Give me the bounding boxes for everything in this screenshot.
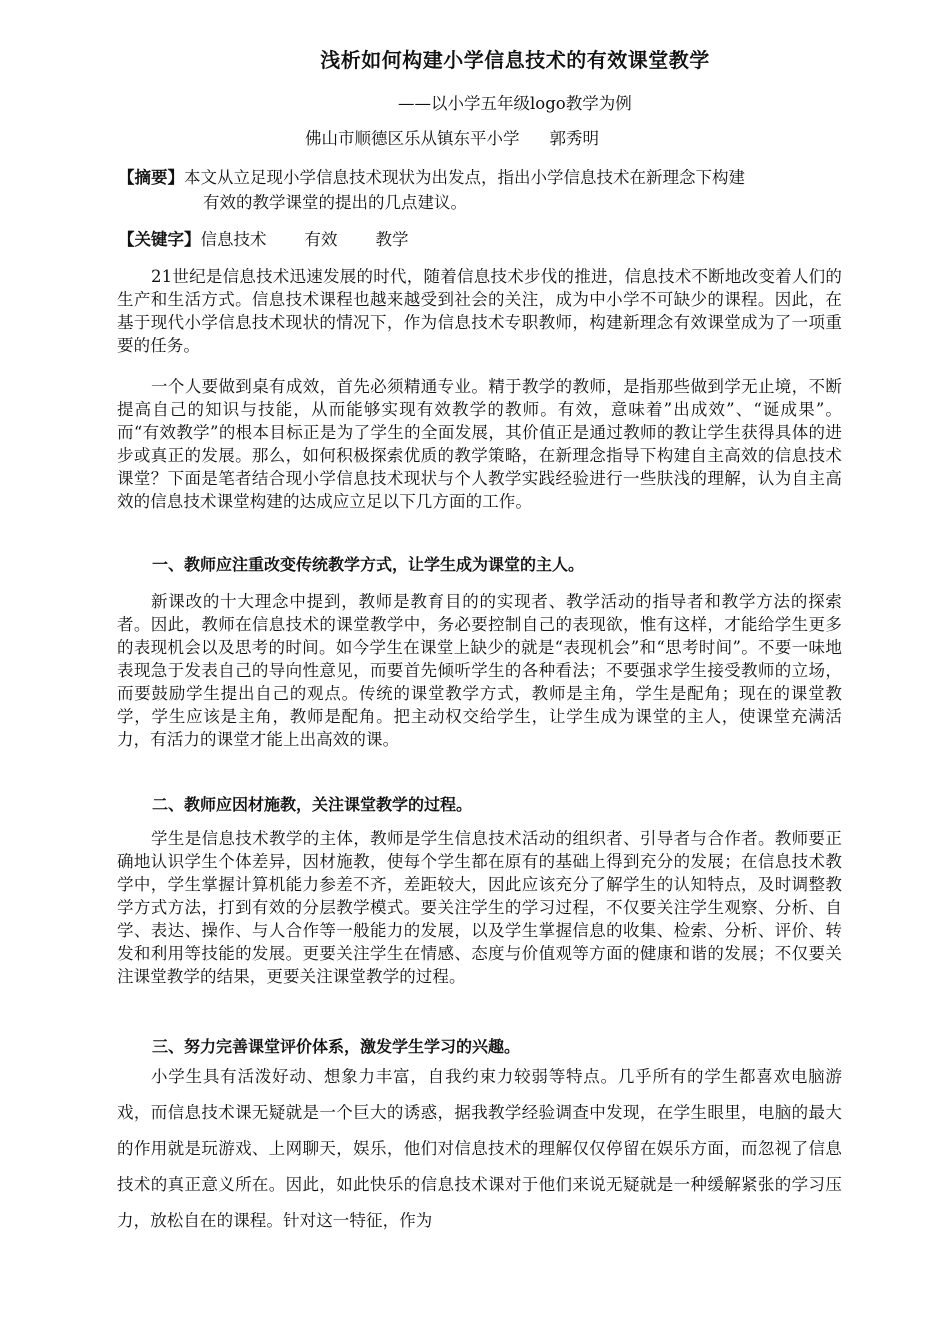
body-paragraph: 学生是信息技术教学的主体，教师是学生信息技术活动的组织者、引导者与合作者。教师要正确地认识学生个体差异，因材施教，使每个学生都在原有的基础上得到充分的发展；在信息技术教学中，学生掌握计算机能力参差不齐，差距较大，因此应该充分了解学生的认知特点，及时调整教学方式方法，打到有效的分层教学模式。要关注学生的学习过程，不仅要关注学生观察、分析、自学、表达、操作、与人合作等一般能力的发展，以及学生掌握信息的收集、检索、分析、评价、转发和利用等技能的发展。更要关注学生在情感、态度与价值观等方面的健康和谐的发展；不仅要关注课堂教学的结果，更要关注课堂教学的过程。: [117, 829, 842, 986]
abstract-line-2: 有效的教学课堂的提出的几点建议。: [203, 193, 467, 212]
section-heading: 一、教师应注重改变传统教学方式，让学生成为课堂的主人。: [152, 555, 585, 574]
keywords-label: 【关键字】: [118, 230, 201, 249]
section-heading: 三、努力完善课堂评价体系，激发学生学习的兴趣。: [152, 1037, 521, 1056]
page-title: 浅析如何构建小学信息技术的有效课堂教学: [320, 48, 710, 72]
body-paragraph: 21世纪是信息技术迅速发展的时代，随着信息技术步伐的推进，信息技术不断地改变着人们的生产和生活方式。信息技术课程也越来越受到社会的关注，成为中小学不可缺少的课程。因此，在基于现代小学信息技术现状的情况下，作为信息技术专职教师，构建新理念有效课堂成为了一项重要的任务。: [117, 267, 842, 355]
body-paragraph: 小学生具有活泼好动、想象力丰富，自我约束力较弱等特点。几乎所有的学生都喜欢电脑游戏，而信息技术课无疑就是一个巨大的诱惑，据我教学经验调查中发现，在学生眼里，电脑的最大的作用就是玩游戏、上网聊天，娱乐，他们对信息技术的理解仅仅停留在娱乐方面，而忽视了信息技术的真正意义所在。因此，如此快乐的信息技术课对于他们来说无疑就是一种缓解紧张的学习压力，放松自在的课程。针对这一特征，作为: [117, 1067, 842, 1230]
body-paragraph: 新课改的十大理念中提到，教师是教育目的的实现者、教学活动的指导者和教学方法的探索者。因此，教师在信息技术的课堂教学中，务必要控制自己的表现欲，惟有这样，才能给学生更多的表现机会以及思考的时间。如今学生在课堂上缺少的就是“表现机会”和“思考时间”。不要一味地表现急于发表自己的导向性意见，而要首先倾听学生的各种看法；不要强求学生接受教师的立场，而要鼓励学生提出自己的观点。传统的课堂教学方式，教师是主角，学生是配角；现在的课堂教学，学生应该是主角，教师是配角。把主动权交给学生，让学生成为课堂的主人，使课堂充满活力，有活力的课堂才能上出高效的课。: [117, 592, 842, 749]
page-subtitle: ——以小学五年级logo教学为例: [398, 94, 632, 113]
section-heading: 二、教师应因材施教，关注课堂教学的过程。: [152, 795, 473, 814]
abstract-label: 【摘要】: [118, 168, 184, 187]
abstract: [118, 165, 848, 215]
keyword: 有效: [304, 230, 338, 249]
body-paragraph: 一个人要做到桌有成效，首先必须精通专业。精于教学的教师，是指那些做到学无止境，不断提高自己的知识与技能，从而能够实现有效教学的教师。有效，意味着”出成效”、“诞成果”。 而“有效教学”的根本目标正是为了学生的全面发展，其价值正是通过教师的教让学生获得具体的进步或真正的发展。那么，如何积极探索优质的教学策略，在新理念指导下构建自主高效的信息技术课堂？下面是笔者结合现小学信息技术现状与个人教学实践经验进行一些肤浅的理解，认为自主高效的信息技术课堂构建的达成应立足以下几方面的工作。: [117, 377, 842, 511]
author-school: 佛山市顺德区乐从镇东平小学: [305, 129, 520, 148]
author-name: 郭秀明: [549, 129, 599, 148]
keyword: 信息技术: [200, 230, 267, 249]
abstract-line-1: 本文从立足现小学信息技术现状为出发点，指出小学信息技术在新理念下构建: [184, 168, 745, 187]
author-line: [305, 125, 599, 149]
keyword: 教学: [375, 230, 409, 249]
keywords: [118, 227, 447, 252]
